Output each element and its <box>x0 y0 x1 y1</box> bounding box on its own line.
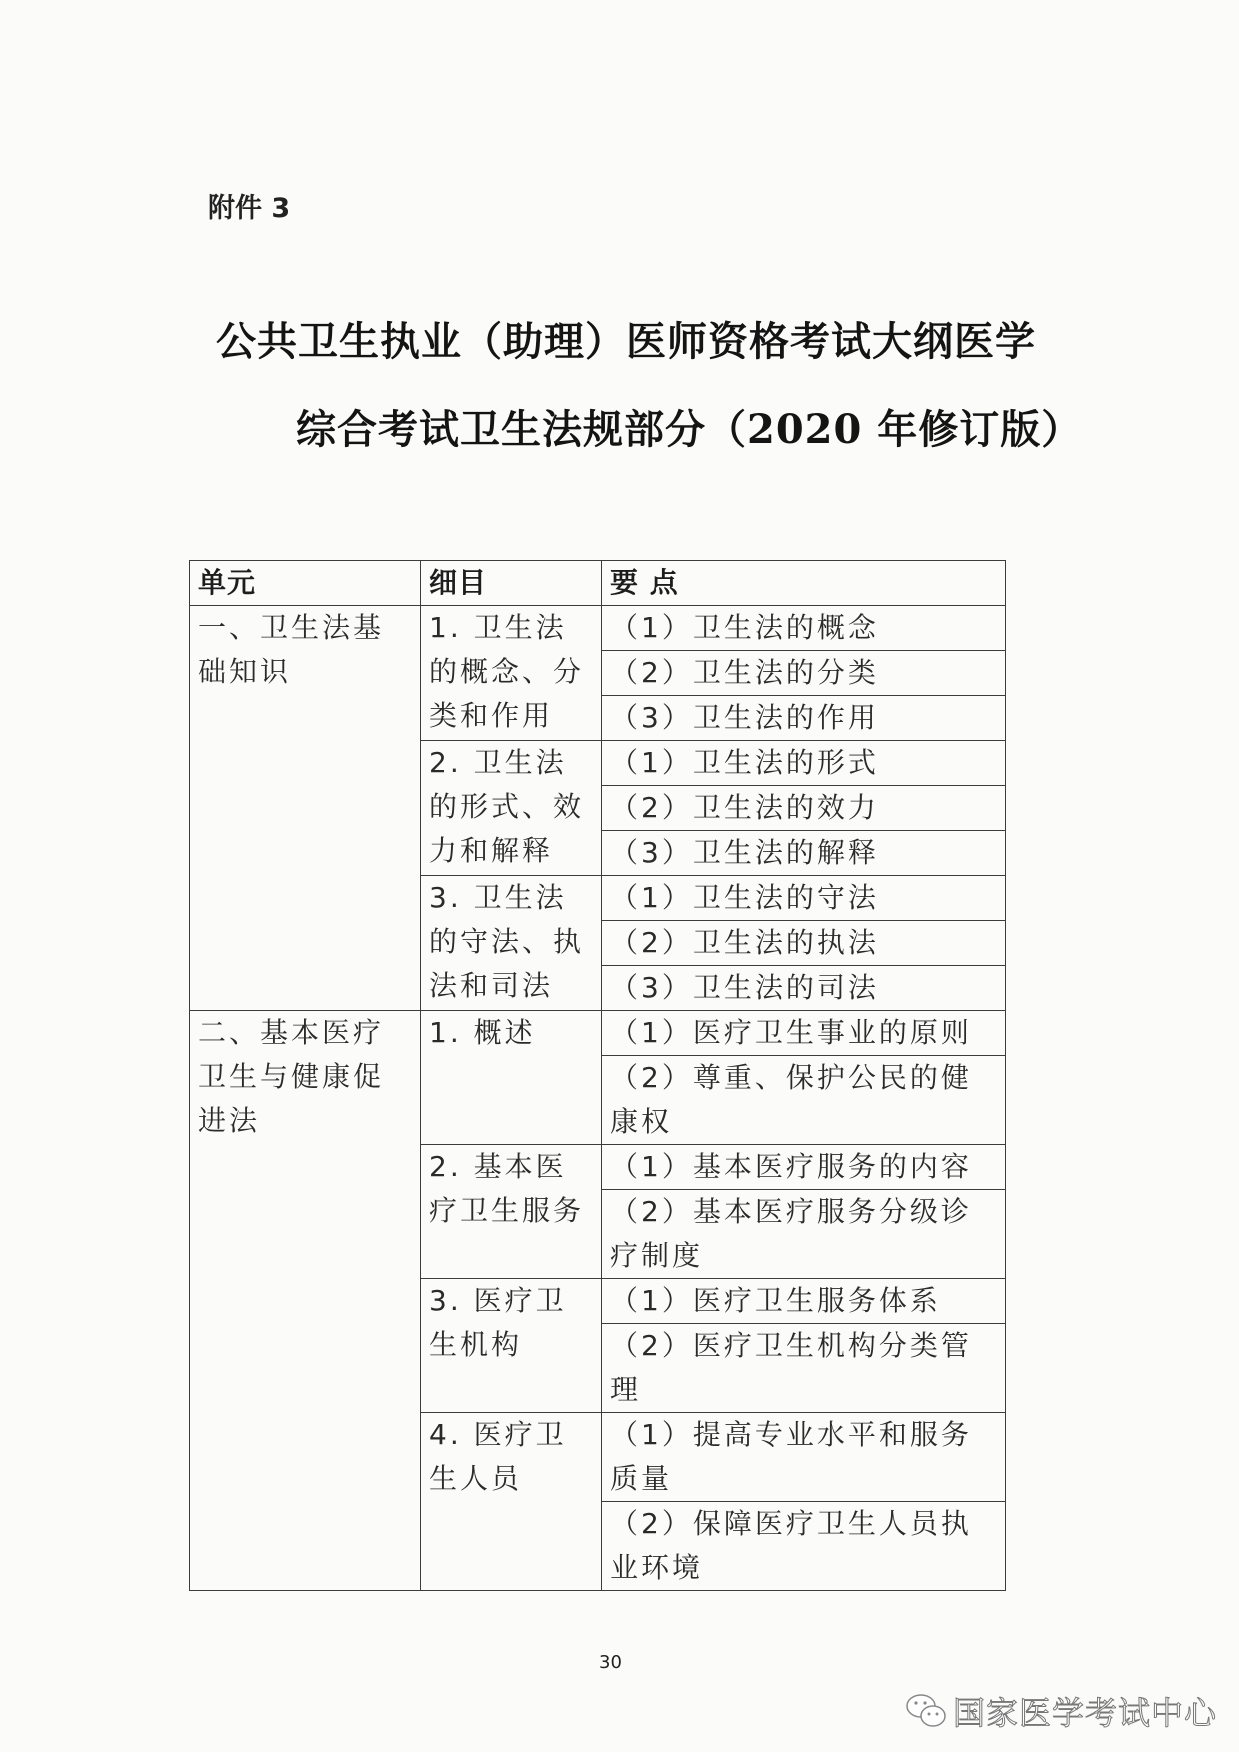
point-cell: （2）保障医疗卫生人员执业环境 <box>602 1502 1006 1591</box>
attachment-label: 附件 3 <box>208 193 291 224</box>
point-cell: （2）卫生法的效力 <box>602 786 1006 831</box>
point-cell: （1）基本医疗服务的内容 <box>602 1145 1006 1190</box>
item-cell: 4. 医疗卫生人员 <box>421 1413 602 1591</box>
item-cell: 3. 医疗卫生机构 <box>421 1279 602 1413</box>
page-number: 30 <box>599 1652 622 1673</box>
table-row <box>190 1011 1006 1056</box>
header-unit: 单元 <box>190 561 421 606</box>
item-cell: 2. 基本医疗卫生服务 <box>421 1145 602 1279</box>
header-item: 细目 <box>421 561 602 606</box>
document-title-line-1: 公共卫生执业（助理）医师资格考试大纲医学 <box>216 318 1036 365</box>
item-cell: 2. 卫生法的形式、效力和解释 <box>421 741 602 876</box>
unit-cell: 二、基本医疗卫生与健康促进法 <box>190 1011 421 1591</box>
wechat-icon <box>905 1692 947 1730</box>
point-cell: （2）卫生法的分类 <box>602 651 1006 696</box>
point-cell: （2）基本医疗服务分级诊疗制度 <box>602 1190 1006 1279</box>
point-cell: （1）卫生法的形式 <box>602 741 1006 786</box>
item-cell: 3. 卫生法的守法、执法和司法 <box>421 876 602 1011</box>
document-title-line-2: 综合考试卫生法规部分（2020 年修订版） <box>296 406 1083 453</box>
point-cell: （1）卫生法的概念 <box>602 606 1006 651</box>
point-cell: （1）医疗卫生事业的原则 <box>602 1011 1006 1056</box>
header-points: 要 点 <box>602 561 1006 606</box>
point-cell: （2）尊重、保护公民的健康权 <box>602 1056 1006 1145</box>
unit-cell: 一、卫生法基础知识 <box>190 606 421 1011</box>
watermark <box>905 1688 1217 1734</box>
point-cell: （3）卫生法的作用 <box>602 696 1006 741</box>
syllabus-table <box>189 560 1006 1591</box>
point-cell: （2）卫生法的执法 <box>602 921 1006 966</box>
point-cell: （1）医疗卫生服务体系 <box>602 1279 1006 1324</box>
point-cell: （1）提高专业水平和服务质量 <box>602 1413 1006 1502</box>
point-cell: （3）卫生法的司法 <box>602 966 1006 1011</box>
item-cell: 1. 卫生法的概念、分类和作用 <box>421 606 602 741</box>
point-cell: （1）卫生法的守法 <box>602 876 1006 921</box>
item-cell: 1. 概述 <box>421 1011 602 1145</box>
watermark-text: 国家医学考试中心 <box>953 1694 1218 1732</box>
table-row <box>190 606 1006 651</box>
point-cell: （2）医疗卫生机构分类管理 <box>602 1324 1006 1413</box>
table-header-row <box>190 561 1006 606</box>
point-cell: （3）卫生法的解释 <box>602 831 1006 876</box>
